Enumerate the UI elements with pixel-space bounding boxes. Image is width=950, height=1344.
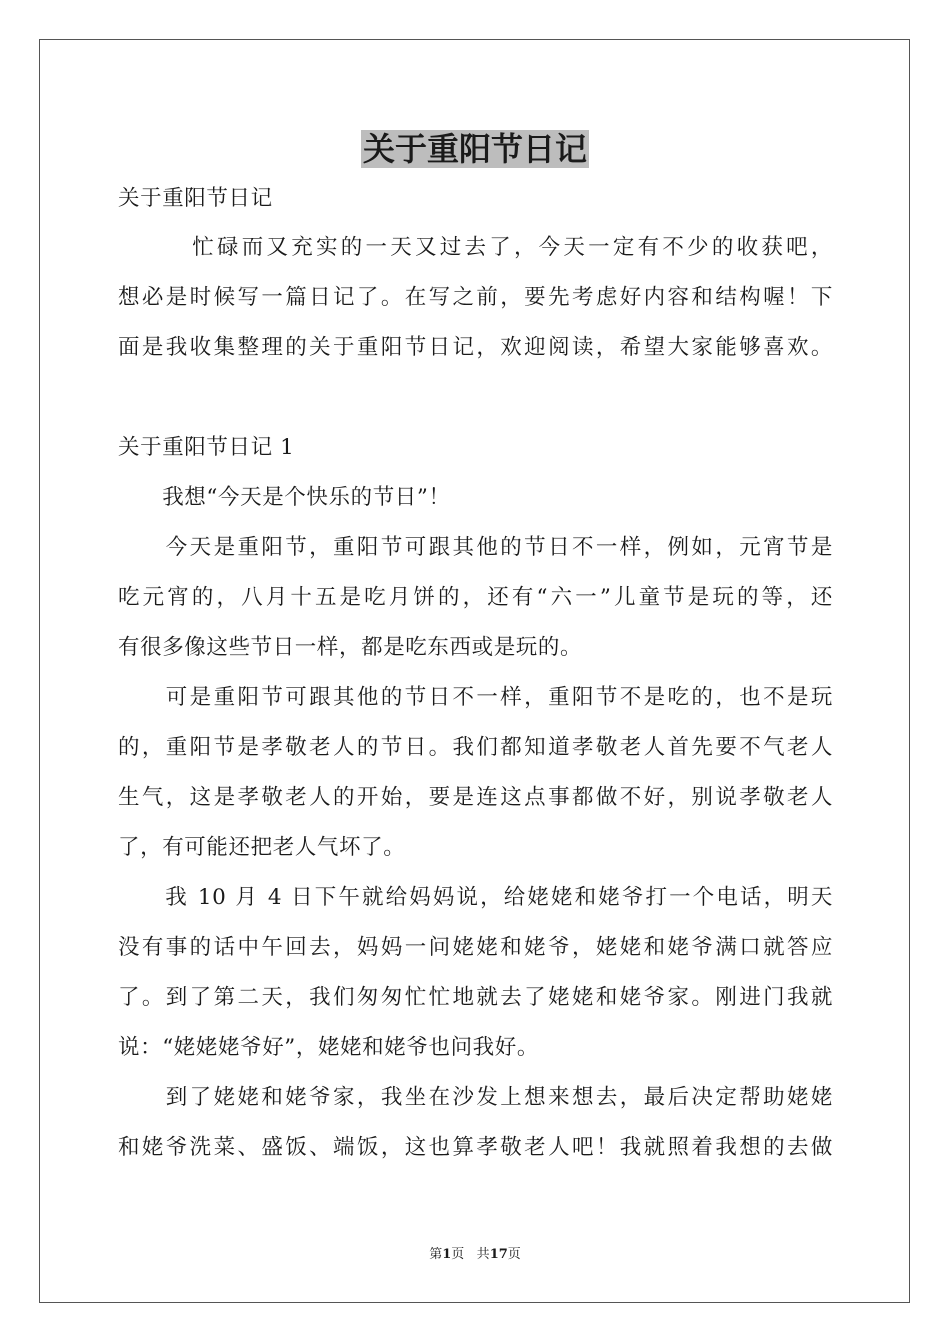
body-line: 吃元宵的，八月十五是吃月饼的，还有“六一”儿童节是玩的等，还 [118, 585, 833, 610]
body-line: 今天是重阳节，重阳节可跟其他的节日不一样，例如，元宵节是 [118, 535, 833, 560]
body-line: 生气，这是孝敬老人的开始，要是连这点事都做不好，别说孝敬老人 [118, 785, 833, 810]
body-line: 有很多像这些节日一样，都是吃东西或是玩的。 [118, 635, 583, 660]
body-line: 没有事的话中午回去，妈妈一问姥姥和姥爷，姥姥和姥爷满口就答应 [118, 935, 833, 960]
body-line: 说：“姥姥姥爷好”，姥姥和姥爷也问我好。 [118, 1035, 539, 1060]
intro-line: 想必是时候写一篇日记了。在写之前，要先考虑好内容和结构喔！下 [118, 285, 833, 310]
page-number: 1 [442, 1247, 452, 1262]
total-pages: 17 [489, 1247, 508, 1262]
body-line: 到了姥姥和姥爷家，我坐在沙发上想来想去，最后决定帮助姥姥 [118, 1085, 833, 1110]
body-line: 我 10 月 4 日下午就给妈妈说，给姥姥和姥爷打一个电话，明天 [118, 885, 833, 910]
intro-line: 忙碌而又充实的一天又过去了，今天一定有不少的收获吧， [118, 235, 833, 260]
section-heading: 关于重阳节日记 1 [118, 435, 295, 460]
body-line: 了，有可能还把老人气坏了。 [118, 835, 406, 860]
page-border [39, 39, 910, 1303]
intro-line: 面是我收集整理的关于重阳节日记，欢迎阅读，希望大家能够喜欢。 [118, 335, 833, 360]
subtitle: 关于重阳节日记 [118, 186, 273, 211]
page-footer: 第1页 共17页 [429, 1247, 521, 1262]
body-line: 和姥爷洗菜、盛饭、端饭，这也算孝敬老人吧！我就照着我想的去做 [118, 1135, 833, 1160]
body-line: 了。到了第二天，我们匆匆忙忙地就去了姥姥和姥爷家。刚进门我就 [118, 985, 833, 1010]
body-line: 可是重阳节可跟其他的节日不一样，重阳节不是吃的，也不是玩 [118, 685, 833, 710]
body-line: 的，重阳节是孝敬老人的节日。我们都知道孝敬老人首先要不气老人 [118, 735, 833, 760]
body-line: 我想“今天是个快乐的节日”！ [118, 485, 451, 510]
document-title: 关于重阳节日记 [362, 130, 587, 168]
